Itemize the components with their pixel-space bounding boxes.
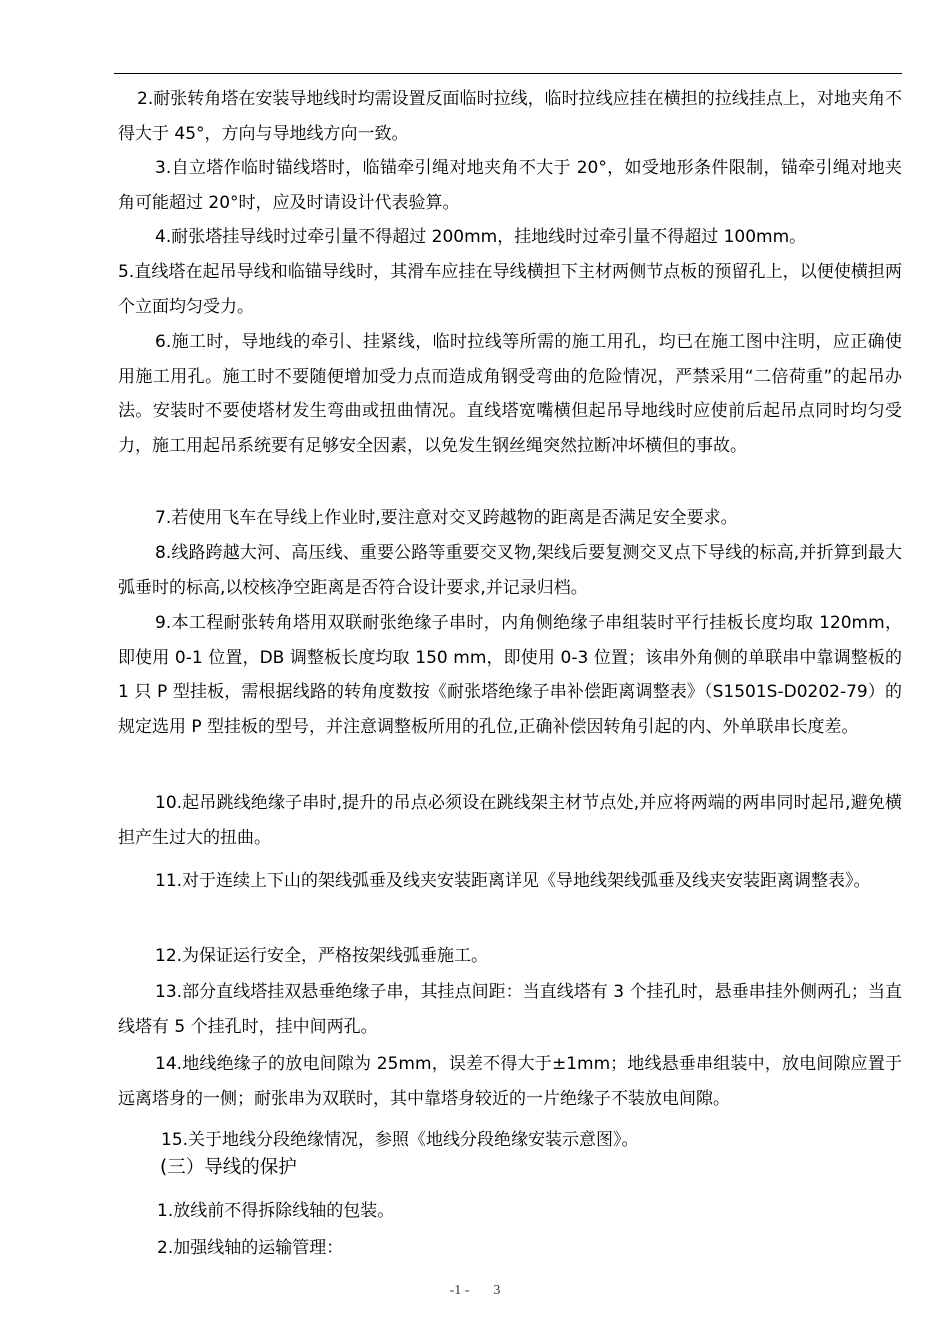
page-total: 3 (493, 1283, 501, 1298)
paragraph-item-14: 14.地线绝缘子的放电间隙为 25mm，误差不得大于±1mm；地线悬垂串组装中，放电间隙应置于远离塔身的一侧；耐张串为双联时，其中靠塔身较近的一片绝缘子不装放电间隙。 (118, 1054, 902, 1109)
paragraph-item-12: 12.为保证运行安全，严格按架线弧垂施工。 (155, 946, 489, 966)
paragraph-item-6: 6.施工时，导地线的牵引、挂紧线，临时拉线等所需的施工用孔，均已在施工图中注明，应正确使用施工用孔。施工时不要随便增加受力点而造成角钢受弯曲的危险情况，严禁采用“二倍荷重”的起吊办法。安装时不要使塔材发生弯曲或扭曲情况。直线塔宽嘴横但起吊导地线时应使前后起吊点同时均匀受力，施工用起吊系统要有足够安全因素，以免发生钢丝绳突然拉断冲坏横但的事故。 (118, 332, 902, 456)
section-heading: (三）导线的保护 (160, 1157, 297, 1178)
page-footer (0, 1283, 950, 1299)
sub-item-1: 1.放线前不得拆除线轴的包装。 (157, 1201, 395, 1221)
header-rule (114, 73, 902, 74)
paragraph-item-10: 10.起吊跳线绝缘子串时,提升的吊点必须设在跳线架主材节点处,并应将两端的两串同时起吊,避免横担产生过大的扭曲。 (118, 793, 902, 848)
paragraph-item-9: 9.本工程耐张转角塔用双联耐张绝缘子串时，内角侧绝缘子串组装时平行挂板长度均取 120mm，即使用 0-1 位置，DB 调整板长度均取 150 mm，即使用 0-3 位置；该串外角侧的单联串中靠调整板的 1 只 P 型挂板，需根据线路的转角度数按《耐张塔绝缘子串补偿距离调整表》（S1501S-D0202-79）的规定选用 P 型挂板的型号，并注意调整板所用的孔位,正确补偿因转角引起的内、外单联串长度差。 (118, 613, 902, 737)
paragraph-item-7: 7.若使用飞车在导线上作业时,要注意对交叉跨越物的距离是否满足安全要求。 (155, 508, 738, 528)
paragraph-item-11: 11.对于连续上下山的架线弧垂及线夹安装距离详见《导地线架线弧垂及线夹安装距离调整表》。 (155, 871, 871, 891)
paragraph-item-2: 2.耐张转角塔在安装导地线时均需设置反面临时拉线，临时拉线应挂在横担的拉线挂点上，对地夹角不得大于 45°，方向与导地线方向一致。 (118, 89, 902, 144)
paragraph-item-13: 13.部分直线塔挂双悬垂绝缘子串，其挂点间距：当直线塔有 3 个挂孔时，悬垂串挂外侧两孔；当直线塔有 5 个挂孔时，挂中间两孔。 (118, 982, 902, 1037)
paragraph-item-15: 15.关于地线分段绝缘情况，参照《地线分段绝缘安装示意图》。 (161, 1130, 639, 1150)
paragraph-item-4: 4.耐张塔挂导线时过牵引量不得超过 200mm，挂地线时过牵引量不得超过 100mm。 (155, 227, 807, 247)
paragraph-item-3: 3.自立塔作临时锚线塔时，临锚牵引绳对地夹角不大于 20°，如受地形条件限制，锚牵引绳对地夹角可能超过 20°时，应及时请设计代表验算。 (118, 158, 902, 213)
sub-item-2: 2.加强线轴的运输管理： (157, 1238, 344, 1258)
paragraph-item-5: 5.直线塔在起吊导线和临锚导线时，其滑车应挂在导线横担下主材两侧节点板的预留孔上，以便使横担两个立面均匀受力。 (118, 262, 902, 317)
page-number: -1 - (449, 1283, 470, 1298)
paragraph-item-8: 8.线路跨越大河、高压线、重要公路等重要交叉物,架线后要复测交叉点下导线的标高,并折算到最大弧垂时的标高,以校核净空距离是否符合设计要求,并记录归档。 (118, 543, 902, 598)
